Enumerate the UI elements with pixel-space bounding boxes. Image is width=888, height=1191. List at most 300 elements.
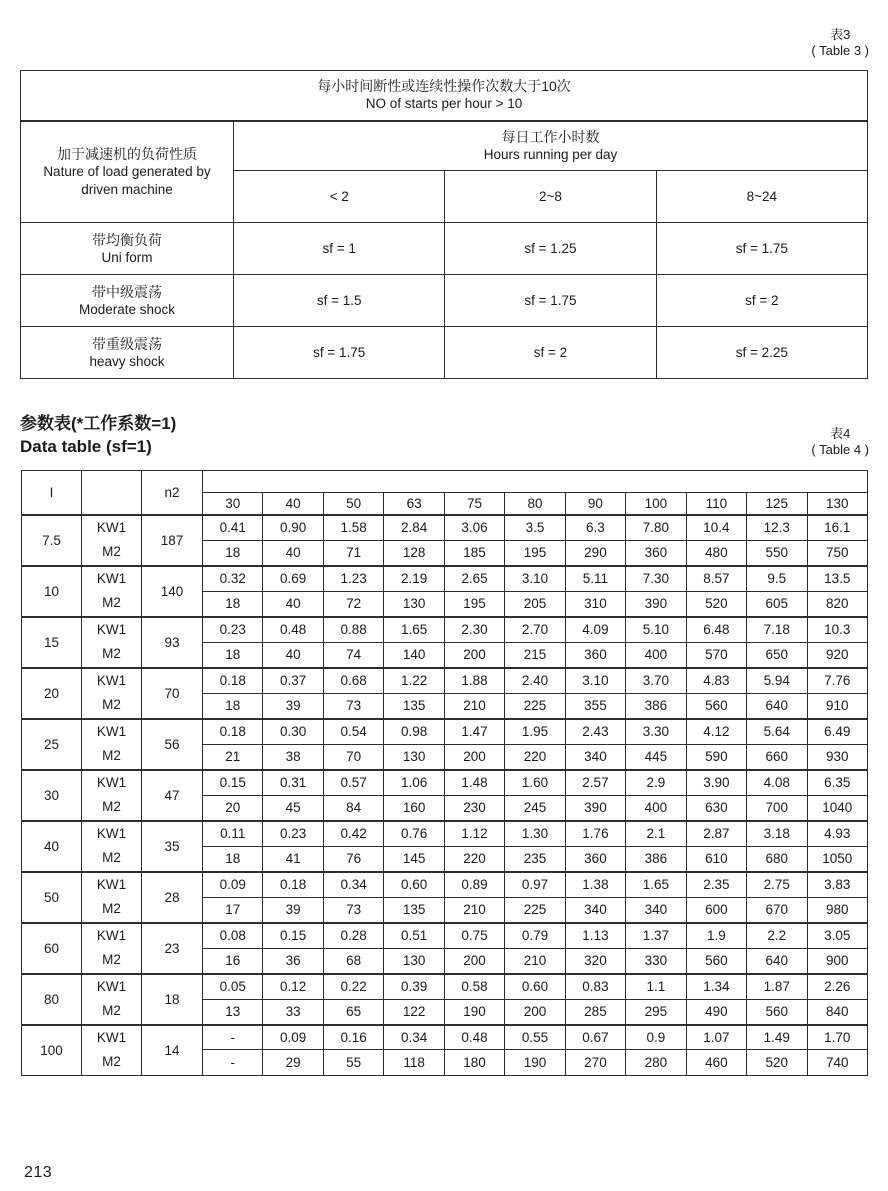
table4-kw1-value-cell: 0.31	[263, 770, 323, 796]
table4-caption-zh: 表4	[830, 426, 851, 441]
table4-ratio-cell: 80	[22, 974, 82, 1025]
table4-kw1-row	[22, 872, 868, 898]
table4-speed-header-cell: 125	[747, 493, 807, 515]
table4-m2-value-cell: 490	[686, 999, 746, 1025]
table4-kw1-value-cell: 1.95	[505, 719, 565, 745]
table4-data-table	[21, 470, 868, 1076]
table4-m2-value-cell: 245	[505, 795, 565, 821]
table4-m2-value-cell: 29	[263, 1050, 323, 1075]
table4-m2-value-cell: 68	[323, 948, 383, 974]
table4-kw1-row	[22, 821, 868, 847]
table4-m2-value-cell: 290	[565, 540, 625, 566]
table4-kw1-value-cell: 1.23	[323, 566, 383, 592]
table4-m2-value-cell: 18	[203, 591, 263, 617]
table4-ratio-cell: 7.5	[22, 515, 82, 566]
table4-speed-header-cell: 30	[203, 493, 263, 515]
table4-m2-value-cell: 680	[747, 846, 807, 872]
table4-row-label-m2: M2	[102, 646, 121, 661]
table4-ratio-cell: 40	[22, 821, 82, 872]
table4-n2-cell: 23	[142, 923, 203, 974]
table3-hours-header-row	[21, 121, 868, 171]
table4-m2-value-cell: 130	[384, 948, 444, 974]
table4-m2-value-cell: 205	[505, 591, 565, 617]
table4-row-label-cell	[82, 515, 142, 566]
table3-body	[21, 223, 868, 379]
table3-load-label-en: heavy shock	[89, 353, 165, 369]
table4-kw1-value-cell: 1.47	[444, 719, 504, 745]
table4-m2-value-cell: 295	[626, 999, 686, 1025]
table4-kw1-value-cell: 0.12	[263, 974, 323, 1000]
table4-kw1-value-cell: 0.05	[203, 974, 263, 1000]
table4-m2-value-cell: 750	[807, 540, 867, 566]
table4-m2-value-cell: 135	[384, 897, 444, 923]
table4-m2-value-cell: 920	[807, 642, 867, 668]
table4-kw1-value-cell: 8.57	[686, 566, 746, 592]
table4-kw1-value-cell: 1.06	[384, 770, 444, 796]
table3-load-label-cell	[21, 223, 234, 275]
table4-m2-value-cell: 40	[263, 540, 323, 566]
table4-n2-cell: 47	[142, 770, 203, 821]
table4-row-label-m2: M2	[102, 595, 121, 610]
table4-m2-value-cell: 38	[263, 744, 323, 770]
table4-kw1-value-cell: 1.1	[626, 974, 686, 1000]
table4-kw1-value-cell: 5.10	[626, 617, 686, 643]
table3-load-header-cell	[21, 121, 234, 223]
table4-kw1-value-cell: 2.9	[626, 770, 686, 796]
table4-row-label-kw1: KW1	[96, 621, 127, 637]
table3-caption	[811, 27, 869, 59]
table4-m2-value-cell: 36	[263, 948, 323, 974]
table4-kw1-value-cell: 0.08	[203, 923, 263, 949]
table4-m2-value-cell: 660	[747, 744, 807, 770]
table4-m2-value-cell: 640	[747, 948, 807, 974]
table4-row-label-cell	[82, 617, 142, 668]
table4-m2-value-cell: 140	[384, 642, 444, 668]
table4-speed-header-cell: 100	[626, 493, 686, 515]
table4-m2-value-cell: 386	[626, 846, 686, 872]
table4-kw1-value-cell: 0.39	[384, 974, 444, 1000]
table3-sf-value-cell: sf = 2.25	[656, 327, 867, 379]
table4-ratio-cell: 10	[22, 566, 82, 617]
table4-kw1-value-cell: 0.34	[384, 1025, 444, 1050]
table4-kw1-value-cell: 1.07	[686, 1025, 746, 1050]
table4-kw1-value-cell: 0.60	[505, 974, 565, 1000]
section-title-en: Data table (sf=1)	[20, 437, 152, 456]
table3-range-header-2-8: 2~8	[445, 171, 656, 223]
table4-kw1-value-cell: 1.48	[444, 770, 504, 796]
table4-row-label-kw1: KW1	[96, 774, 127, 790]
table4-m2-value-cell: 560	[686, 693, 746, 719]
table4-kw1-value-cell: 1.65	[626, 872, 686, 898]
table4-m2-value-cell: 560	[686, 948, 746, 974]
table4-m2-value-cell: 220	[505, 744, 565, 770]
table4-kw1-value-cell: 0.51	[384, 923, 444, 949]
table4-m2-value-cell: 605	[747, 591, 807, 617]
table4-kw1-value-cell: 6.3	[565, 515, 625, 541]
table4-kw1-row	[22, 974, 868, 1000]
table4-kw1-value-cell: 12.3	[747, 515, 807, 541]
table4-row-label-kw1: KW1	[96, 672, 127, 688]
table4-kw1-value-cell: 10.3	[807, 617, 867, 643]
table4-kw1-value-cell: 0.48	[444, 1025, 504, 1050]
table4-m2-value-cell: 980	[807, 897, 867, 923]
table4-m2-value-cell: 215	[505, 642, 565, 668]
table4-m2-value-cell: 560	[747, 999, 807, 1025]
table3-load-label-zh: 带中级震荡	[92, 283, 162, 300]
table4-kw1-row	[22, 566, 868, 592]
table3-sf-value-cell: sf = 1.75	[234, 327, 445, 379]
table4-m2-value-cell: 400	[626, 795, 686, 821]
table4-kw1-value-cell: 3.30	[626, 719, 686, 745]
table4-m2-value-cell: 650	[747, 642, 807, 668]
table4-row-label-m2: M2	[102, 850, 121, 865]
table4-kw1-value-cell: 1.34	[686, 974, 746, 1000]
table4-kw1-value-cell: 7.18	[747, 617, 807, 643]
table4-kw1-value-cell: 0.79	[505, 923, 565, 949]
table4-kw1-value-cell: 0.60	[384, 872, 444, 898]
table4-kw1-value-cell: 6.49	[807, 719, 867, 745]
table4-m2-value-cell: 39	[263, 897, 323, 923]
table4-m2-value-cell: 740	[807, 1050, 867, 1075]
table4-m2-value-cell: 1050	[807, 846, 867, 872]
table3-caption-zh: 表3	[830, 27, 851, 42]
table4-kw1-value-cell: 0.48	[263, 617, 323, 643]
table4-row-label-kw1: KW1	[96, 570, 127, 586]
table4-row-label-m2: M2	[102, 799, 121, 814]
table4-kw1-value-cell: 7.30	[626, 566, 686, 592]
table4-kw1-value-cell: 1.38	[565, 872, 625, 898]
table4-n2-cell: 140	[142, 566, 203, 617]
table4-row-label-kw1: KW1	[96, 519, 127, 535]
table3-caption-en: ( Table 3 )	[811, 43, 869, 58]
table4-ratio-header: I	[22, 471, 82, 515]
table4-m2-value-cell: 600	[686, 897, 746, 923]
table4-m2-value-cell: 200	[444, 948, 504, 974]
table4-m2-value-cell: 128	[384, 540, 444, 566]
table4-m2-value-cell: 480	[686, 540, 746, 566]
table3-top-header-cell	[21, 71, 868, 121]
table4-n2-cell: 18	[142, 974, 203, 1025]
table4-kw1-value-cell: 1.65	[384, 617, 444, 643]
table4-m2-value-cell: 39	[263, 693, 323, 719]
table3-hours-header-cell	[234, 121, 868, 171]
table4-row-label-m2: M2	[102, 901, 121, 916]
table4-kw1-value-cell: 3.90	[686, 770, 746, 796]
table4-m2-value-cell: 225	[505, 693, 565, 719]
table3-load-label-en: Uni form	[101, 249, 153, 265]
table4-m2-value-cell: 930	[807, 744, 867, 770]
table4-m2-value-cell: 550	[747, 540, 807, 566]
table4-ratio-cell: 100	[22, 1025, 82, 1076]
table4-m2-value-cell: 18	[203, 846, 263, 872]
table3-sf-value-cell: sf = 1.5	[234, 275, 445, 327]
table4-kw1-value-cell: 0.22	[323, 974, 383, 1000]
table4-m2-value-cell: 820	[807, 591, 867, 617]
table4-row-label-m2: M2	[102, 952, 121, 967]
table4-m2-value-cell: 84	[323, 795, 383, 821]
table4-m2-value-cell: 13	[203, 999, 263, 1025]
table4-kw1-value-cell: 0.15	[263, 923, 323, 949]
table4-kw1-value-cell: 2.57	[565, 770, 625, 796]
table4-m2-value-cell: 360	[626, 540, 686, 566]
table4-speed-header-cell: 110	[686, 493, 746, 515]
page-number: 213	[24, 1164, 53, 1181]
table4-row-label-m2: M2	[102, 697, 121, 712]
table4-m2-value-cell: 135	[384, 693, 444, 719]
table4-m2-value-cell: 55	[323, 1050, 383, 1075]
table4-m2-value-cell: 840	[807, 999, 867, 1025]
table4-kw1-value-cell: 0.55	[505, 1025, 565, 1050]
table4-kw1-value-cell: 0.32	[203, 566, 263, 592]
table4-speed-header-cell: 75	[444, 493, 504, 515]
table4-speed-header-cell: 130	[807, 493, 867, 515]
table4-m2-value-cell: 73	[323, 693, 383, 719]
table4-kw1-value-cell: 0.90	[263, 515, 323, 541]
table3-load-label-zh: 带重级震荡	[92, 335, 162, 352]
table4-m2-value-cell: 225	[505, 897, 565, 923]
table4-m2-value-cell: 71	[323, 540, 383, 566]
table4-m2-value-cell: 21	[203, 744, 263, 770]
table4-m2-value-cell: 145	[384, 846, 444, 872]
table4-kw1-value-cell: 2.1	[626, 821, 686, 847]
table3-load-header-en2: driven machine	[81, 181, 173, 197]
table4-kw1-value-cell: 3.5	[505, 515, 565, 541]
table4-m2-value-cell: 210	[444, 693, 504, 719]
table4-kw1-value-cell: 1.22	[384, 668, 444, 694]
table4-row-label-cell	[82, 821, 142, 872]
table4-row-label-m2: M2	[102, 1003, 121, 1018]
table3-range-header-8-24: 8~24	[656, 171, 867, 223]
table4-kw1-value-cell: 0.57	[323, 770, 383, 796]
table4-m2-value-cell: 230	[444, 795, 504, 821]
table4-m2-value-cell: 340	[626, 897, 686, 923]
table4-m2-value-cell: 520	[686, 591, 746, 617]
table4-ratio-cell: 25	[22, 719, 82, 770]
table4-m2-value-cell: 20	[203, 795, 263, 821]
table4-m2-value-cell: 590	[686, 744, 746, 770]
table4-kw1-value-cell: 1.70	[807, 1025, 867, 1050]
table4-m2-value-cell: 190	[505, 1050, 565, 1075]
table4-kw1-value-cell: 0.83	[565, 974, 625, 1000]
table4-m2-value-cell: 355	[565, 693, 625, 719]
table4-caption-en: ( Table 4 )	[811, 442, 869, 457]
table4-m2-value-cell: 16	[203, 948, 263, 974]
table4-kw1-value-cell: 4.93	[807, 821, 867, 847]
table4-speed-header-cell: 80	[505, 493, 565, 515]
table4-m2-value-cell: 73	[323, 897, 383, 923]
table4-row-label-kw1: KW1	[96, 1029, 127, 1045]
table4-kw1-value-cell: 1.58	[323, 515, 383, 541]
table4-body	[22, 515, 868, 1076]
table4-kw1-value-cell: 6.48	[686, 617, 746, 643]
table4-kw1-value-cell: 0.34	[323, 872, 383, 898]
table4-kw1-value-cell: 0.89	[444, 872, 504, 898]
table4-kw1-value-cell: 0.37	[263, 668, 323, 694]
table4-kw1-value-cell: 3.83	[807, 872, 867, 898]
table4-m2-value-cell: 200	[444, 744, 504, 770]
table4-kw1-value-cell: 2.84	[384, 515, 444, 541]
table4-kw1-row	[22, 617, 868, 643]
table4-kw1-value-cell: 3.18	[747, 821, 807, 847]
table4-row-label-kw1: KW1	[96, 978, 127, 994]
table4-kw1-row	[22, 515, 868, 541]
table4-n2-cell: 28	[142, 872, 203, 923]
table4-kw1-value-cell: 5.94	[747, 668, 807, 694]
table4-kw1-value-cell: 0.16	[323, 1025, 383, 1050]
table3-load-label-zh: 带均衡负荷	[92, 231, 162, 248]
table3-sf-value-cell: sf = 1	[234, 223, 445, 275]
table4-m2-value-cell: 280	[626, 1050, 686, 1075]
table4-kw1-value-cell: 10.4	[686, 515, 746, 541]
table4-m2-value-cell: 74	[323, 642, 383, 668]
table4-m2-value-cell: 130	[384, 744, 444, 770]
table4-speed-header-cell: 50	[323, 493, 383, 515]
table4-m2-value-cell: 460	[686, 1050, 746, 1075]
table4-m2-value-cell: 190	[444, 999, 504, 1025]
table4-kw1-value-cell: 0.98	[384, 719, 444, 745]
table3-load-row	[21, 275, 868, 327]
table4-kw1-value-cell: 3.10	[565, 668, 625, 694]
table4-row-label-cell	[82, 974, 142, 1025]
table4-kw1-value-cell: 1.9	[686, 923, 746, 949]
table4-m2-value-cell: 360	[565, 846, 625, 872]
table4-kw1-value-cell: 1.12	[444, 821, 504, 847]
table4-m2-value-cell: 118	[384, 1050, 444, 1075]
table3-sf-value-cell: sf = 2	[445, 327, 656, 379]
table3-top-header-en: NO of starts per hour > 10	[365, 96, 523, 112]
table4-kw1-value-cell: 0.42	[323, 821, 383, 847]
table4-kw1-value-cell: 2.40	[505, 668, 565, 694]
table4-m2-value-cell: 390	[626, 591, 686, 617]
table4-m2-value-cell: 670	[747, 897, 807, 923]
table4-row-label-kw1: KW1	[96, 825, 127, 841]
table4-m2-value-cell: -	[203, 1050, 263, 1075]
table4-n2-cell: 93	[142, 617, 203, 668]
table4-m2-value-cell: 130	[384, 591, 444, 617]
table4-m2-value-cell: 18	[203, 693, 263, 719]
table4-kw1-value-cell: 1.60	[505, 770, 565, 796]
table3-sf-value-cell: sf = 2	[656, 275, 867, 327]
table4-row-label-cell	[82, 668, 142, 719]
table4-m2-value-cell: 400	[626, 642, 686, 668]
table4-kw1-value-cell: 1.76	[565, 821, 625, 847]
table4-ratio-cell: 15	[22, 617, 82, 668]
table4-m2-value-cell: 445	[626, 744, 686, 770]
table4-row-label-kw1: KW1	[96, 723, 127, 739]
table3-load-label-cell	[21, 327, 234, 379]
table4-speed-header-cell: 40	[263, 493, 323, 515]
table3-service-factor-table	[20, 70, 868, 379]
table4-ratio-cell: 20	[22, 668, 82, 719]
table4-kw1-value-cell: 16.1	[807, 515, 867, 541]
table4-kw1-row	[22, 770, 868, 796]
table4-n2-header: n2	[142, 471, 203, 515]
table4-n2-cell: 35	[142, 821, 203, 872]
table4-kw1-value-cell: 0.15	[203, 770, 263, 796]
table4-row-label-cell	[82, 566, 142, 617]
table4-kw1-value-cell: 2.30	[444, 617, 504, 643]
table4-kw1-value-cell: 4.08	[747, 770, 807, 796]
table3-top-header-row	[21, 71, 868, 121]
table4-row-label-kw1: KW1	[96, 927, 127, 943]
table4-kw1-value-cell: 6.35	[807, 770, 867, 796]
table4-m2-value-cell: 340	[565, 897, 625, 923]
table4-kw1-value-cell: 0.76	[384, 821, 444, 847]
table4-m2-value-cell: 386	[626, 693, 686, 719]
table4-m2-value-cell: 210	[444, 897, 504, 923]
table4-m2-value-cell: 200	[444, 642, 504, 668]
table4-kw1-value-cell: 0.30	[263, 719, 323, 745]
table3-range-header-lt2: < 2	[234, 171, 445, 223]
table4-row-label-m2: M2	[102, 1054, 121, 1069]
table4-row-label-m2: M2	[102, 748, 121, 763]
table4-n2-cell: 187	[142, 515, 203, 566]
table4-kw1-value-cell: 0.58	[444, 974, 504, 1000]
table4-kw1-value-cell: 0.18	[203, 668, 263, 694]
table4-m2-value-cell: 285	[565, 999, 625, 1025]
table4-kw1-value-cell: 0.11	[203, 821, 263, 847]
table4-speed-header-cell: 63	[384, 493, 444, 515]
table4-kw1-value-cell: 13.5	[807, 566, 867, 592]
table4-kw1-value-cell: 0.9	[626, 1025, 686, 1050]
table4-m2-value-cell: 900	[807, 948, 867, 974]
table4-kw1-value-cell: 0.67	[565, 1025, 625, 1050]
table4-row-label-cell	[82, 872, 142, 923]
table4-m2-value-cell: 40	[263, 591, 323, 617]
table4-blank-header	[82, 471, 142, 515]
table4-m2-value-cell: 185	[444, 540, 504, 566]
table4-m2-value-cell: 18	[203, 642, 263, 668]
table4-kw1-value-cell: 0.69	[263, 566, 323, 592]
table4-kw1-value-cell: 2.26	[807, 974, 867, 1000]
table4-kw1-row	[22, 668, 868, 694]
table4-m2-value-cell: 570	[686, 642, 746, 668]
table4-kw1-value-cell: 0.54	[323, 719, 383, 745]
table4-m2-value-cell: 1040	[807, 795, 867, 821]
table4-kw1-value-cell: 0.23	[203, 617, 263, 643]
table4-kw1-value-cell: 0.97	[505, 872, 565, 898]
table4-row-label-kw1: KW1	[96, 876, 127, 892]
table4-m2-value-cell: 160	[384, 795, 444, 821]
table4-kw1-value-cell: 1.88	[444, 668, 504, 694]
table4-kw1-value-cell: 0.41	[203, 515, 263, 541]
table4-m2-value-cell: 45	[263, 795, 323, 821]
table4-blank-span-header	[203, 471, 868, 493]
table4-m2-value-cell: 630	[686, 795, 746, 821]
table4-m2-value-cell: 41	[263, 846, 323, 872]
table4-m2-value-cell: 390	[565, 795, 625, 821]
table4-n2-cell: 70	[142, 668, 203, 719]
table4-kw1-value-cell: 5.11	[565, 566, 625, 592]
table4-kw1-value-cell: 5.64	[747, 719, 807, 745]
table4-m2-value-cell: 320	[565, 948, 625, 974]
table3-load-label-en: Moderate shock	[78, 301, 176, 317]
table4-m2-value-cell: 220	[444, 846, 504, 872]
table4-kw1-value-cell: 2.65	[444, 566, 504, 592]
table4-ratio-cell: 60	[22, 923, 82, 974]
table4-kw1-value-cell: 4.09	[565, 617, 625, 643]
table4-kw1-value-cell: 0.68	[323, 668, 383, 694]
table4-m2-value-cell: 340	[565, 744, 625, 770]
table4-kw1-value-cell: 0.09	[263, 1025, 323, 1050]
table4-m2-value-cell: 195	[444, 591, 504, 617]
table4-m2-value-cell: 122	[384, 999, 444, 1025]
table3-sf-value-cell: sf = 1.75	[656, 223, 867, 275]
table4-m2-value-cell: 210	[505, 948, 565, 974]
table4-m2-value-cell: 76	[323, 846, 383, 872]
table4-kw1-value-cell: -	[203, 1025, 263, 1050]
table4-m2-value-cell: 270	[565, 1050, 625, 1075]
